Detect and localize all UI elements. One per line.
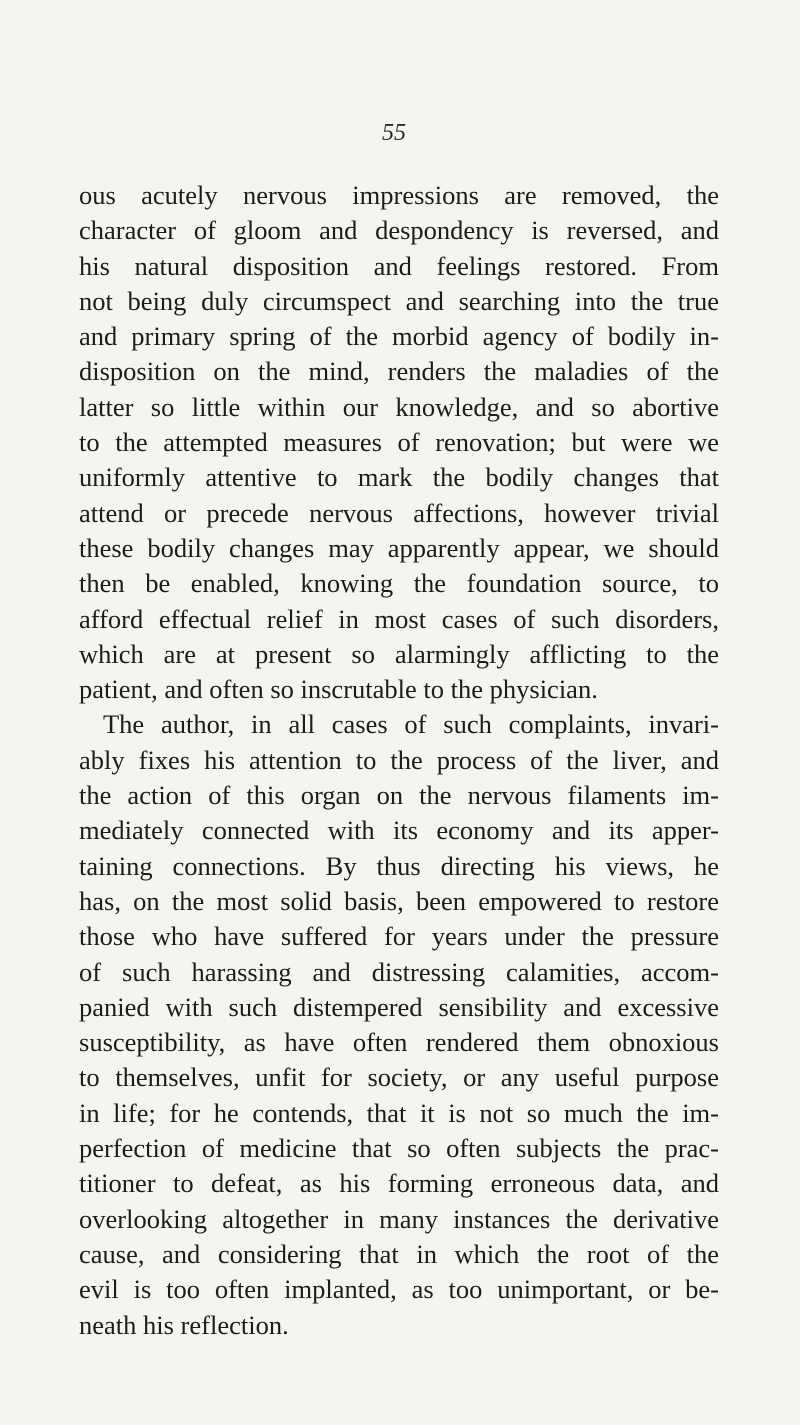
text-line: those who have suffered for years under the pressure xyxy=(79,921,719,952)
text-line: the action of this organ on the nervous filaments im- xyxy=(79,780,719,811)
text-line: in life; for he contends, that it is not so much the im- xyxy=(79,1097,719,1128)
paragraph-start-line: The author, in all cases of such complaints, invari- xyxy=(103,709,719,740)
text-line: has, on the most solid basis, been empowered to restore xyxy=(79,885,719,916)
page-number: 55 xyxy=(382,120,406,146)
text-line: afford effectual relief in most cases of such disorders, xyxy=(79,603,719,634)
text-line: of such harassing and distressing calamities, accom- xyxy=(79,956,719,987)
text-line: character of gloom and despondency is reversed, and xyxy=(79,215,719,246)
body-text xyxy=(79,178,719,1343)
text-line: and primary spring of the morbid agency of bodily in- xyxy=(79,321,719,352)
text-line: panied with such distempered sensibility and excessive xyxy=(79,991,719,1022)
text-line: then be enabled, knowing the foundation source, to xyxy=(79,568,719,599)
text-line: mediately connected with its economy and its apper- xyxy=(79,815,719,846)
text-line: attend or precede nervous affections, however trivial xyxy=(79,497,719,528)
text-line: evil is too often implanted, as too unimportant, or be- xyxy=(79,1274,719,1305)
text-line: these bodily changes may apparently appear, we should xyxy=(79,532,719,563)
text-line: taining connections. By thus directing his views, he xyxy=(79,850,719,881)
text-line: to the attempted measures of renovation; but were we xyxy=(79,427,719,458)
text-line: uniformly attentive to mark the bodily changes that xyxy=(79,462,719,493)
text-line: disposition on the mind, renders the maladies of the xyxy=(79,356,719,387)
paragraph-end-line: patient, and often so inscrutable to the physician. xyxy=(79,674,598,705)
text-line: susceptibility, as have often rendered them obnoxious xyxy=(79,1027,719,1058)
text-line: ably fixes his attention to the process of the liver, and xyxy=(79,744,719,775)
paragraph-end-line: neath his reflection. xyxy=(79,1309,289,1340)
text-line: ous acutely nervous impressions are removed, the xyxy=(79,180,719,210)
text-line: not being duly circumspect and searching into the true xyxy=(79,285,719,316)
text-line: perfection of medicine that so often subjects the prac- xyxy=(79,1133,719,1164)
text-line: cause, and considering that in which the root of the xyxy=(79,1238,719,1269)
text-line: latter so little within our knowledge, and so abortive xyxy=(79,391,719,422)
text-line: titioner to defeat, as his forming erroneous data, and xyxy=(79,1168,719,1199)
text-line: to themselves, unfit for society, or any useful purpose xyxy=(79,1062,719,1093)
text-line: his natural disposition and feelings restored. From xyxy=(79,250,719,281)
text-line: overlooking altogether in many instances the derivative xyxy=(79,1203,719,1234)
text-line: which are at present so alarmingly afflicting to the xyxy=(79,638,719,669)
